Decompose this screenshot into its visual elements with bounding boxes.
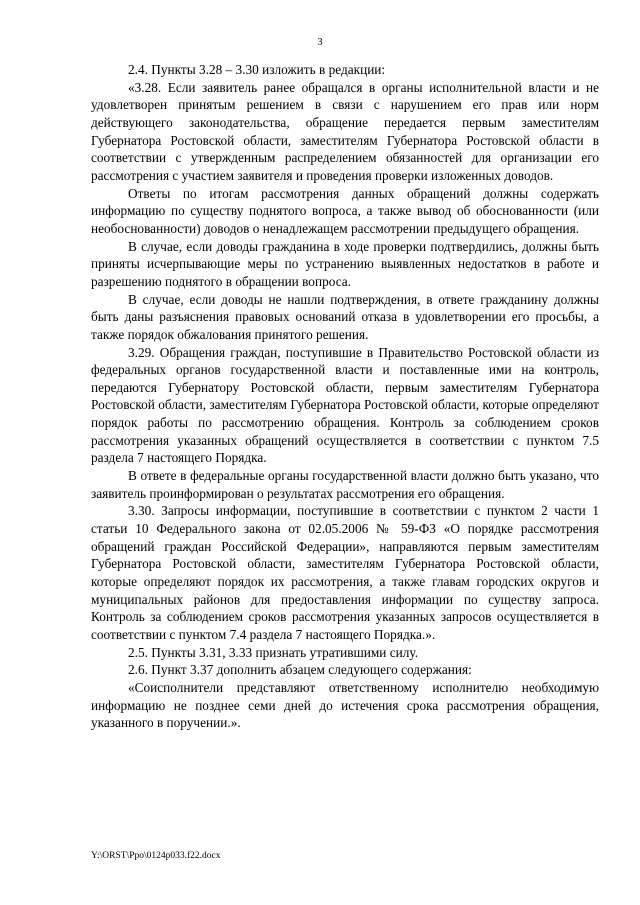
document-body — [91, 61, 599, 732]
paragraph-2-6: 2.6. Пункт 3.37 дополнить абзацем следующего содержания: — [128, 662, 472, 678]
paragraph-coexecutors: «Соисполнители представляют ответственному исполнителю необходимую информацию не позднее семи дней до истечения срока рассмотрения обращения, указанного в поручении.». — [91, 679, 599, 731]
paragraph-3-28: «3.28. Если заявитель ранее обращался в органы исполнительной власти и не удовлетворен принятым решением в связи с нарушением его прав или норм действующего законодательства, обращение передается первым заместителям Губернатора Ростовской области, заместителям Губернатора Ростовской области в соответствии с утвержденным распределением обязанностей для организации его рассмотрения с участием заявителя и проведения проверки изложенных доводов. — [91, 79, 599, 183]
paragraph-answers: Ответы по итогам рассмотрения данных обращений должны содержать информацию по существу поднятого вопроса, а также вывод об обоснованности (или необоснованности) доводов о ненадлежащем рассмотрении предыдущего обращения. — [91, 185, 599, 236]
paragraph-2-4: 2.4. Пункты 3.28 – 3.30 изложить в редакции: — [128, 62, 386, 77]
paragraph-3-29: 3.29. Обращения граждан, поступившие в Правительство Ростовской области из федеральных органов государственной власти и поставленные ими на контроль, передаются Губернатору Ростовской области, первым заместителям Губернатора Ростовской области, заместителям Губернатора Ростовской области, которые определяют порядок работы по рассмотрению обращения. Контроль за соблюдением сроков рассмотрения указанных обращений осуществляется в соответствии с пунктом 7.5 раздела 7 настоящего Порядка. — [91, 344, 599, 466]
paragraph-confirmed: В случае, если доводы гражданина в ходе проверки подтвердились, должны быть приняты исчерпывающие меры по устранению выявленных недостатков в работе и разрешению поднятого в обращении вопроса. — [91, 238, 599, 289]
paragraph-not-confirmed: В случае, если доводы не нашли подтверждения, в ответе гражданину должны быть даны разъяснения правовых оснований отказа в удовлетворении его просьбы, а также порядок обжалования принятого решения. — [91, 291, 599, 342]
file-path-footer: Y:\ORST\Ppo\0124p033.f22.docx — [91, 851, 221, 861]
paragraph-federal-answer: В ответе в федеральные органы государственной власти должно быть указано, что заявитель проинформирован о результатах рассмотрения его обращения. — [91, 468, 599, 501]
page-number: 3 — [317, 37, 323, 48]
paragraph-3-30: 3.30. Запросы информации, поступившие в соответствии с пунктом 2 части 1 статьи 10 Федерального закона от 02.05.2006 № 59-ФЗ «О порядке рассмотрения обращений граждан Российской Федерации», направляются первым заместителям Губернатора Ростовской области, заместителям Губернатора Ростовской области, которые определяют порядок их рассмотрения, а также главам городских округов и муниципальных районов для предоставления информации по существу запроса. Контроль за соблюдением сроков рассмотрения указанных запросов осуществляется в соответствии с пунктом 7.4 раздела 7 настоящего Порядка.». — [91, 503, 599, 642]
paragraph-2-5: 2.5. Пункты 3.31, 3.33 признать утратившими силу. — [128, 644, 419, 660]
